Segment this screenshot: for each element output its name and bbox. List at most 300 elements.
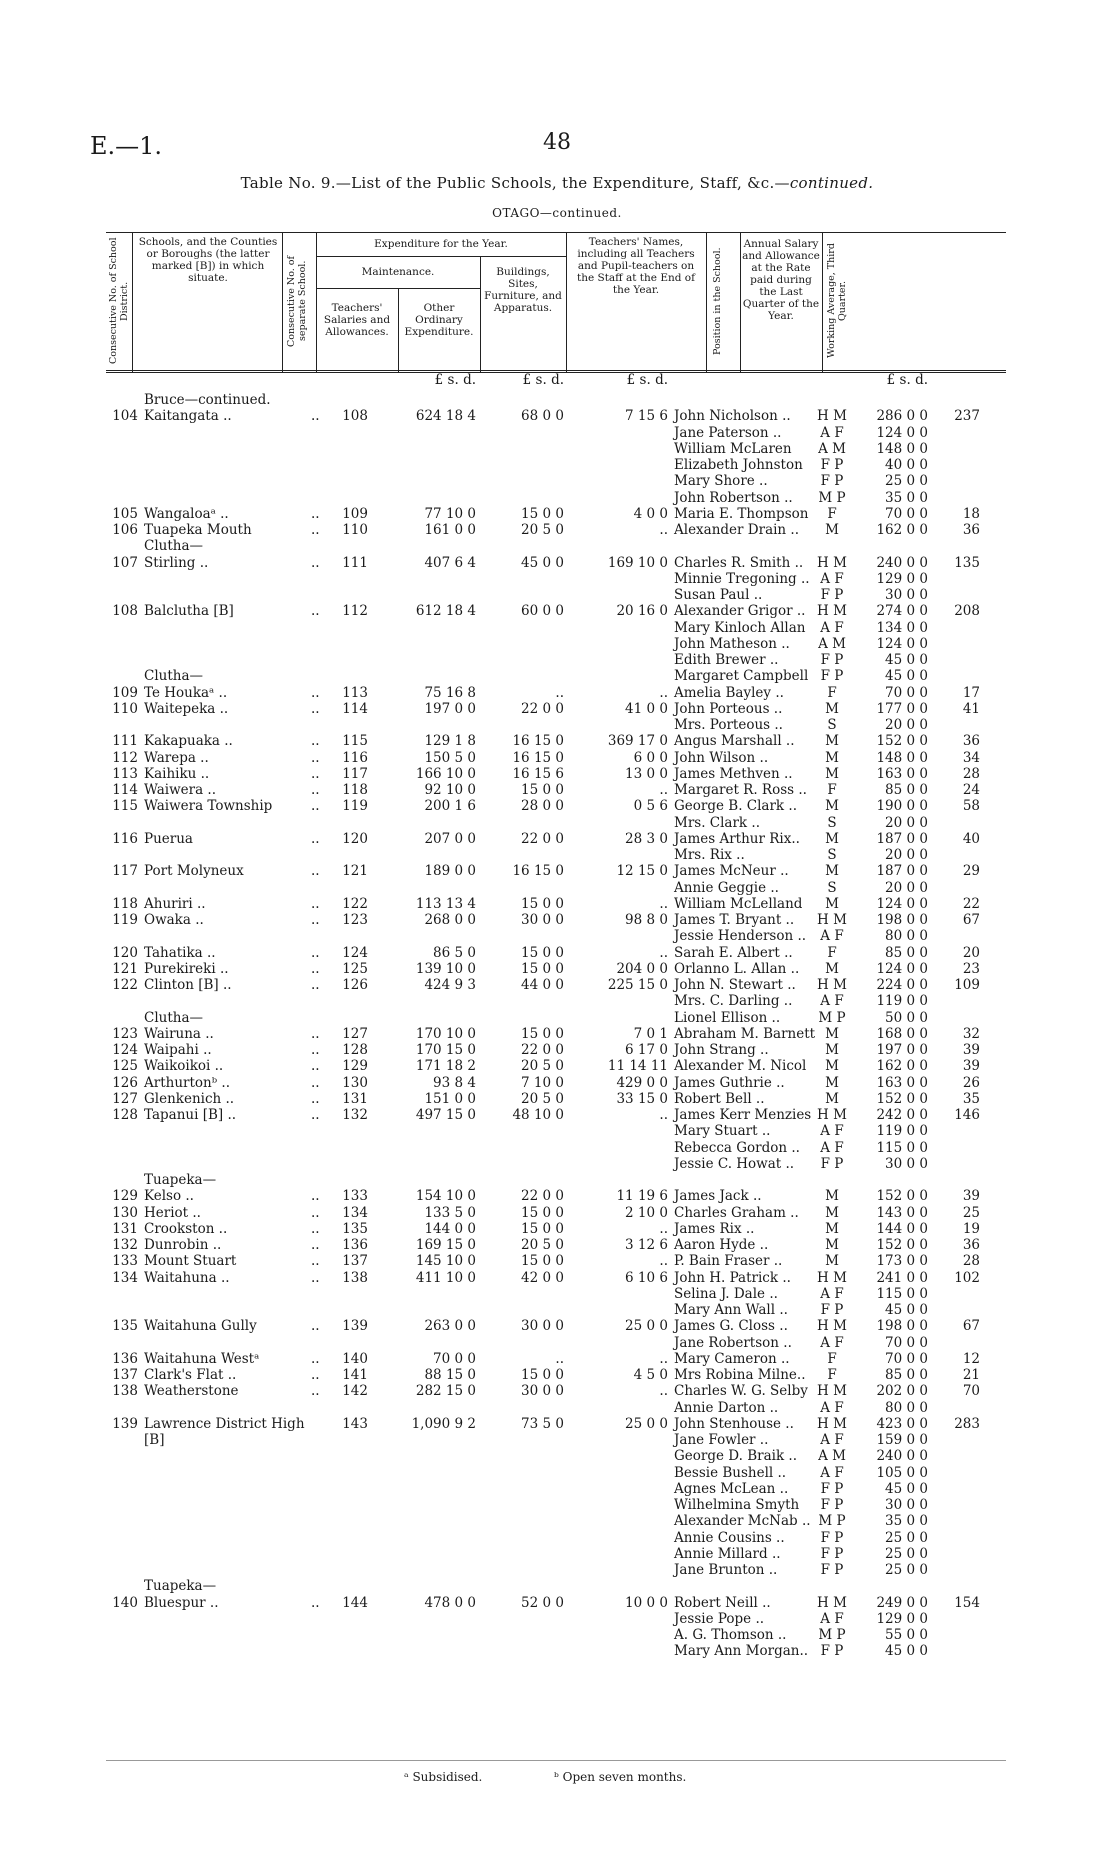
cell-avg: 29 (962, 863, 980, 880)
cell-school: Waitepeka .. (144, 700, 229, 717)
cell-avg: 28 (962, 1253, 980, 1270)
cell-avg: 67 (962, 1318, 980, 1335)
table-row (106, 847, 1006, 863)
cell-dots: .. (311, 1074, 320, 1091)
cell-school: Tapanui [B] .. (144, 1107, 237, 1123)
cell-dots: .. (311, 977, 320, 993)
cell-name: Annie Cousins .. (674, 1529, 785, 1546)
cell-school: Waiwera Township (144, 798, 273, 815)
cell-ann: 152 0 0 (876, 1090, 928, 1107)
cell-num: 116 (112, 830, 138, 847)
cell-sep: 131 (342, 1090, 368, 1107)
cell-sal: 113 13 4 (415, 895, 476, 912)
table-row (106, 1188, 1006, 1204)
cell-sep: 109 (342, 505, 368, 522)
cell-pos: M (825, 1058, 839, 1075)
cell-pos: M (825, 798, 839, 815)
table-row (106, 798, 1006, 814)
cell-oth: 30 0 0 (521, 912, 564, 928)
cell-pos: M (825, 1237, 839, 1253)
cell-ann: 70 0 0 (885, 505, 928, 522)
cell-name: Mrs Robina Milne.. (674, 1367, 806, 1383)
cell-num: 104 (112, 408, 138, 425)
cell-sep: 132 (342, 1107, 368, 1123)
cell-avg: 109 (954, 977, 980, 993)
cell-pos: H M (817, 1318, 847, 1335)
cell-name: Mary Ann Wall .. (674, 1302, 788, 1318)
cell-sal: 282 15 0 (415, 1383, 476, 1400)
cell-ann: 163 0 0 (876, 765, 928, 782)
cell-pos: A M (818, 440, 846, 457)
cell-oth: 16 15 6 (512, 765, 564, 782)
cell-num: 120 (112, 944, 138, 961)
col-teachers: Teachers' Names, including all Teachers and Pupil-teachers on the Staff at the End of the Year. (576, 236, 696, 296)
region-subtitle: OTAGO—continued. (492, 206, 622, 220)
cell-pos: F (827, 1350, 837, 1367)
cell-sep: 127 (342, 1025, 368, 1042)
cell-name: Mary Shore .. (674, 473, 768, 490)
cell-dots: .. (311, 912, 320, 928)
table-row (106, 1140, 1006, 1156)
table-row (106, 1156, 1006, 1172)
table-row (106, 1107, 1006, 1123)
cell-oth: 52 0 0 (521, 1594, 564, 1611)
cell-pos: F (827, 684, 837, 701)
cell-pos: A F (820, 1285, 844, 1302)
cell-ann: 143 0 0 (876, 1204, 928, 1221)
table-row (106, 1042, 1006, 1058)
cell-ann: 224 0 0 (876, 977, 928, 993)
cell-bld: 169 10 0 (607, 554, 668, 571)
cell-bld: 6 17 0 (625, 1042, 668, 1058)
cell-oth: .. (555, 684, 564, 701)
cell-name: Sarah E. Albert .. (674, 944, 793, 961)
cell-name: Orlanno L. Allan .. (674, 960, 800, 977)
section-row (106, 1578, 1006, 1594)
cell-name: Susan Paul .. (674, 587, 763, 603)
table-row (106, 1432, 1006, 1448)
cell-ann: 240 0 0 (876, 554, 928, 571)
cell-pos: F P (820, 668, 844, 685)
cell-sep: 139 (342, 1318, 368, 1335)
cell-name: Mary Ann Morgan.. (674, 1643, 809, 1660)
cell-bld: 12 15 0 (616, 863, 668, 880)
cell-ann: 80 0 0 (885, 1399, 928, 1416)
cell-name: Robert Neill .. (674, 1594, 771, 1611)
cell-name: Mrs. Porteous .. (674, 717, 783, 733)
cell-avg: 36 (962, 1237, 980, 1253)
cell-dots: .. (311, 1253, 320, 1270)
table-row (106, 1416, 1006, 1432)
table-row (106, 1253, 1006, 1269)
table-row (106, 587, 1006, 603)
cell-avg: 25 (962, 1204, 980, 1221)
cell-sal: 75 16 8 (424, 684, 476, 701)
cell-pos: A F (820, 1610, 844, 1627)
cell-num: 117 (112, 863, 138, 880)
cell-dots: .. (311, 863, 320, 880)
cell-num: 131 (112, 1220, 138, 1237)
cell-num: 126 (112, 1074, 138, 1091)
cell-name: Charles W. G. Selby (674, 1383, 808, 1400)
cell-bld: 429 0 0 (616, 1074, 668, 1091)
cell-num: 123 (112, 1025, 138, 1042)
cell-name: James T. Bryant .. (674, 912, 795, 928)
cell-ann: 20 0 0 (885, 717, 928, 733)
cell-oth: 45 0 0 (521, 554, 564, 571)
cell-dots: .. (311, 1318, 320, 1335)
cell-sal: 169 15 0 (415, 1237, 476, 1253)
cell-name: Alexander McNab .. (674, 1513, 811, 1530)
cell-school: Te Houkaᵃ .. (144, 684, 228, 701)
cell-dots: .. (311, 944, 320, 961)
cell-ann: 162 0 0 (876, 1058, 928, 1075)
cell-sep: 141 (342, 1367, 368, 1383)
cell-name: Jane Fowler .. (674, 1432, 769, 1448)
cell-pos: M (825, 765, 839, 782)
cell-sep: 110 (342, 522, 368, 538)
cell-bld: 6 10 6 (625, 1269, 668, 1286)
cell-dots: .. (311, 765, 320, 782)
section-label: Clutha— (144, 538, 204, 555)
cell-pos: A M (818, 635, 846, 652)
cell-sep: 134 (342, 1204, 368, 1221)
cell-oth: 15 0 0 (521, 960, 564, 977)
cell-num: 105 (112, 505, 138, 522)
cell-num: 107 (112, 554, 138, 571)
cell-pos: M P (818, 1627, 846, 1643)
cell-pos: F (827, 505, 837, 522)
cell-name: Charles Graham .. (674, 1204, 799, 1221)
table-row (106, 912, 1006, 928)
table-row (106, 603, 1006, 619)
cell-ann: 162 0 0 (876, 522, 928, 538)
cell-oth: 20 5 0 (521, 1090, 564, 1107)
cell-pos: S (827, 879, 837, 896)
cell-num: 140 (112, 1594, 138, 1611)
cell-sal: 268 0 0 (424, 912, 476, 928)
cell-dots: .. (311, 1188, 320, 1205)
cell-bld: 204 0 0 (616, 960, 668, 977)
cell-name: Lionel Ellison .. (674, 1009, 781, 1026)
cell-bld: 4 0 0 (633, 505, 668, 522)
cell-school: Warepa .. (144, 749, 209, 766)
cell-sep: 128 (342, 1042, 368, 1058)
section-row (106, 668, 1006, 684)
cell-name: A. G. Thomson .. (674, 1627, 787, 1643)
table-row (106, 1530, 1006, 1546)
cell-oth: 15 0 0 (521, 1253, 564, 1270)
cell-bld: 11 19 6 (616, 1188, 668, 1205)
cell-sep: 124 (342, 944, 368, 961)
cell-name: Jessie C. Howat .. (674, 1155, 795, 1172)
col-salaries: Teachers' Salaries and Allowances. (323, 302, 391, 338)
col-buildings: Buildings, Sites, Furniture, and Apparatus. (484, 266, 562, 314)
cell-num: 111 (112, 733, 138, 750)
cell-ann: 70 0 0 (885, 1334, 928, 1351)
cell-sal: 93 8 4 (433, 1074, 476, 1091)
cell-ann: 187 0 0 (876, 863, 928, 880)
cell-ann: 115 0 0 (876, 1139, 928, 1156)
cell-dots: .. (311, 1350, 320, 1367)
cell-dots: .. (311, 554, 320, 571)
cell-oth: 20 5 0 (521, 1058, 564, 1075)
table-row (106, 880, 1006, 896)
cell-name: George B. Clark .. (674, 798, 797, 815)
cell-sal: 166 10 0 (415, 765, 476, 782)
cell-sep: 121 (342, 863, 368, 880)
cell-name: Mrs. C. Darling .. (674, 993, 793, 1010)
cell-name: Mary Stuart .. (674, 1123, 771, 1140)
cell-pos: F (827, 782, 837, 798)
cell-pos: H M (817, 977, 847, 993)
cell-bld: 225 15 0 (607, 977, 668, 993)
cell-ann: 30 0 0 (885, 587, 928, 603)
cell-school: Mount Stuart (144, 1253, 237, 1270)
col-other-expenditure: Other Ordinary Expenditure. (404, 302, 474, 338)
cell-name: John N. Stewart .. (674, 977, 796, 993)
table-row (106, 717, 1006, 733)
cell-ann: 55 0 0 (885, 1627, 928, 1643)
cell-ann: 85 0 0 (885, 782, 928, 798)
table-row (106, 1448, 1006, 1464)
cell-name: John Matheson .. (674, 635, 790, 652)
cell-ann: 45 0 0 (885, 1302, 928, 1318)
cell-oth: 20 5 0 (521, 522, 564, 538)
money-units-row (106, 372, 1006, 388)
cell-school: Owaka .. (144, 912, 204, 928)
cell-sep: 142 (342, 1383, 368, 1400)
cell-school: Kelso .. (144, 1188, 194, 1205)
cell-name: P. Bain Fraser .. (674, 1253, 783, 1270)
cell-sal: 170 10 0 (415, 1025, 476, 1042)
cell-name: Margaret Campbell (674, 668, 809, 685)
cell-ann: 45 0 0 (885, 1643, 928, 1660)
cell-bld: 11 14 11 (607, 1058, 668, 1075)
table-row (106, 1075, 1006, 1091)
cell-school: Tahatika .. (144, 944, 216, 961)
cell-pos: F P (820, 1529, 844, 1546)
cell-dots: .. (311, 700, 320, 717)
table-row (106, 1270, 1006, 1286)
cell-oth: 15 0 0 (521, 505, 564, 522)
cell-pos: F P (820, 1643, 844, 1660)
cell-bld: 7 15 6 (625, 408, 668, 425)
cell-pos: S (827, 847, 837, 863)
cell-school: Balclutha [B] (144, 603, 234, 620)
cell-sep: 113 (342, 684, 368, 701)
cell-bld: .. (659, 895, 668, 912)
cell-name: Rebecca Gordon .. (674, 1139, 800, 1156)
cell-avg: 70 (962, 1383, 980, 1400)
cell-ann: 105 0 0 (876, 1464, 928, 1481)
cell-num: 128 (112, 1107, 138, 1123)
cell-avg: 28 (962, 765, 980, 782)
cell-ann: 25 0 0 (885, 1529, 928, 1546)
cell-num: 129 (112, 1188, 138, 1205)
table-row (106, 1497, 1006, 1513)
table-row (106, 1643, 1006, 1659)
cell-ann: 124 0 0 (876, 960, 928, 977)
cell-oth: 15 0 0 (521, 895, 564, 912)
cell-pos: H M (817, 408, 847, 425)
cell-num: 118 (112, 895, 138, 912)
table-row (106, 1383, 1006, 1399)
cell-avg: 58 (962, 798, 980, 815)
cell-ann: 129 0 0 (876, 1610, 928, 1627)
table-row (106, 506, 1006, 522)
cell-sal: 407 6 4 (424, 554, 476, 571)
cell-num: 134 (112, 1269, 138, 1286)
cell-dots: .. (311, 522, 320, 538)
cell-bld: 0 5 6 (633, 798, 668, 815)
cell-bld: 98 8 0 (625, 912, 668, 928)
table-row (106, 473, 1006, 489)
cell-dots: .. (311, 782, 320, 798)
cell-pos: M (825, 1042, 839, 1058)
cell-dots: .. (311, 1107, 320, 1123)
table-row (106, 571, 1006, 587)
table-row (106, 1513, 1006, 1529)
cell-pos: A F (820, 1334, 844, 1351)
cell-bld: 7 0 1 (633, 1025, 668, 1042)
cell-sep: 117 (342, 765, 368, 782)
cell-name: Jane Robertson .. (674, 1334, 792, 1351)
cell-sep: 129 (342, 1058, 368, 1075)
cell-school: Kakapuaka .. (144, 733, 233, 750)
cell-name: Jane Brunton .. (674, 1562, 778, 1578)
cell-ann: 45 0 0 (885, 652, 928, 668)
section-row (106, 1010, 1006, 1026)
cell-num: 132 (112, 1237, 138, 1253)
cell-num: 114 (112, 782, 138, 798)
cell-pos: M (825, 863, 839, 880)
table-row (106, 1481, 1006, 1497)
cell-name: Mrs. Clark .. (674, 814, 760, 831)
cell-bld: .. (659, 944, 668, 961)
cell-pos: M (825, 1253, 839, 1270)
cell-ann: 85 0 0 (885, 1367, 928, 1383)
cell-sep: 116 (342, 749, 368, 766)
cell-ann: 80 0 0 (885, 928, 928, 945)
cell-bld: 2 10 0 (625, 1204, 668, 1221)
cell-sal: 161 0 0 (424, 522, 476, 538)
cell-oth: 44 0 0 (521, 977, 564, 993)
cell-ann: 25 0 0 (885, 1562, 928, 1578)
cell-name: John Nicholson .. (674, 408, 791, 425)
cell-ann: 242 0 0 (876, 1107, 928, 1123)
cell-sep: 137 (342, 1253, 368, 1270)
section-label: Clutha— (144, 1009, 204, 1026)
cell-sal: 70 0 0 (433, 1350, 476, 1367)
cell-sep: 125 (342, 960, 368, 977)
table-row (106, 1595, 1006, 1611)
cell-avg: 36 (962, 522, 980, 538)
cell-sal: 624 18 4 (415, 408, 476, 425)
cell-sal: 197 0 0 (424, 700, 476, 717)
cell-ann: 30 0 0 (885, 1497, 928, 1513)
cell-dots: .. (311, 505, 320, 522)
cell-name: Bessie Bushell .. (674, 1464, 787, 1481)
cell-name: Mary Kinloch Allan (674, 619, 806, 636)
table-row (106, 961, 1006, 977)
cell-name: Maria E. Thompson (674, 505, 809, 522)
cell-sep: 138 (342, 1269, 368, 1286)
cell-ann: 129 0 0 (876, 570, 928, 587)
cell-name: Wilhelmina Smyth (674, 1497, 800, 1513)
cell-ann: 163 0 0 (876, 1074, 928, 1091)
cell-bld: 13 0 0 (625, 765, 668, 782)
annual-units: £ s. d. (886, 372, 928, 388)
table-row (106, 1058, 1006, 1074)
cell-ann: 124 0 0 (876, 424, 928, 441)
cell-num: 130 (112, 1204, 138, 1221)
cell-ann: 148 0 0 (876, 749, 928, 766)
table-row (106, 1627, 1006, 1643)
cell-num: 127 (112, 1090, 138, 1107)
cell-num: 109 (112, 684, 138, 701)
cell-oth: 16 15 0 (512, 863, 564, 880)
cell-avg: 22 (962, 895, 980, 912)
cell-ann: 25 0 0 (885, 1545, 928, 1562)
cell-ann: 70 0 0 (885, 684, 928, 701)
cell-name: Mrs. Rix .. (674, 847, 745, 863)
cell-name: Minnie Tregoning .. (674, 570, 810, 587)
cell-sal: 170 15 0 (415, 1042, 476, 1058)
cell-bld: .. (659, 1350, 668, 1367)
col-working-average: Working Average, Third Quarter. (826, 243, 848, 359)
cell-ann: 30 0 0 (885, 1155, 928, 1172)
section-row (106, 1172, 1006, 1188)
cell-name: Jane Paterson .. (674, 424, 782, 441)
cell-school: Bluespur .. (144, 1594, 219, 1611)
cell-sal: 139 10 0 (415, 960, 476, 977)
cell-bld: .. (659, 522, 668, 538)
cell-name: James G. Closs .. (674, 1318, 788, 1335)
cell-dots: .. (311, 1367, 320, 1383)
cell-ann: 152 0 0 (876, 733, 928, 750)
cell-pos: M (825, 1074, 839, 1091)
cell-ann: 20 0 0 (885, 814, 928, 831)
cell-avg: 40 (962, 830, 980, 847)
cell-sep: 126 (342, 977, 368, 993)
cell-sal: 145 10 0 (415, 1253, 476, 1270)
cell-name: Annie Millard .. (674, 1545, 781, 1562)
col-position: Position in the School. (712, 247, 723, 355)
col-expenditure: Expenditure for the Year. (374, 238, 508, 250)
cell-num: 133 (112, 1253, 138, 1270)
cell-name: William McLelland (674, 895, 803, 912)
cell-dots: .. (311, 1220, 320, 1237)
table-row (106, 522, 1006, 538)
cell-avg: 135 (954, 554, 980, 571)
col-annual-salary: Annual Salary and Allowance at the Rate paid during the Last Quarter of the Year. (742, 238, 820, 322)
cell-oth: 30 0 0 (521, 1318, 564, 1335)
table-row (106, 685, 1006, 701)
cell-avg: 41 (962, 700, 980, 717)
page-number: 48 (543, 130, 571, 155)
cell-bld: 25 0 0 (625, 1318, 668, 1335)
cell-dots: .. (311, 733, 320, 750)
table-row (106, 1611, 1006, 1627)
cell-dots: .. (311, 1042, 320, 1058)
table-row (106, 977, 1006, 993)
cell-avg: 12 (962, 1350, 980, 1367)
cell-ann: 25 0 0 (885, 473, 928, 490)
cell-school: Crookston .. (144, 1220, 228, 1237)
cell-name: John H. Patrick .. (674, 1269, 791, 1286)
cell-pos: F P (820, 652, 844, 668)
